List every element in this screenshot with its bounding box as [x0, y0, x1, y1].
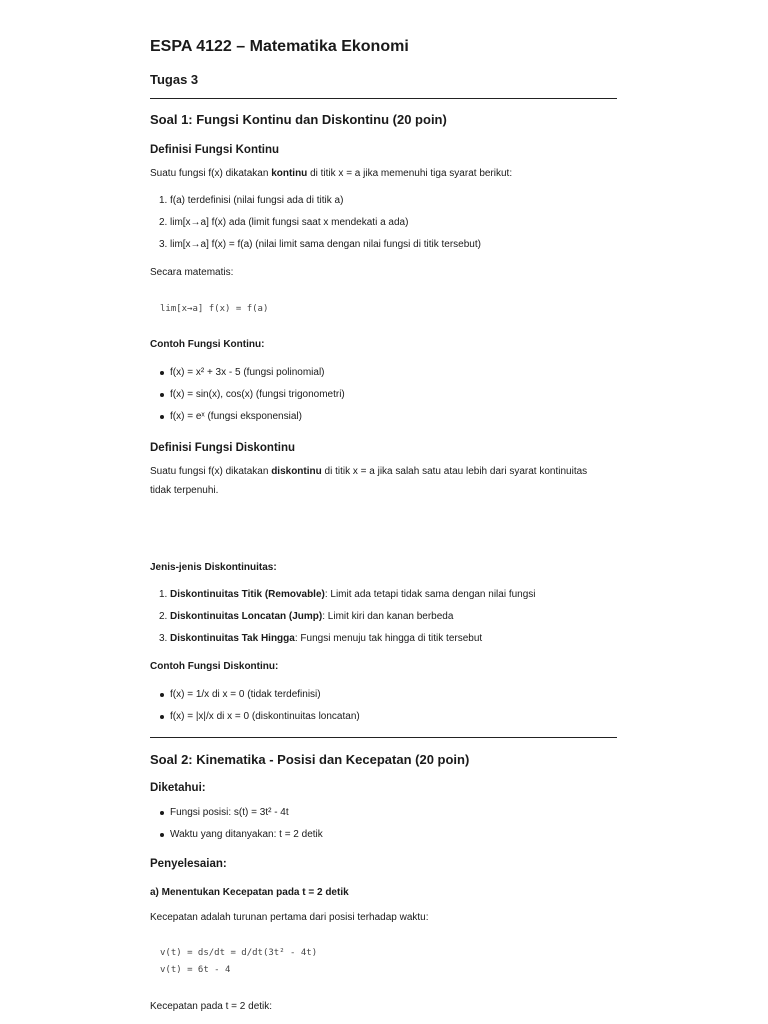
list-item: f(x) = |x|/x di x = 0 (diskontinuitas loncatan): [170, 711, 360, 722]
velocity-code-line-1: v(t) = ds/dt = d/dt(3t² - 4t): [160, 948, 318, 958]
list-item: f(x) = 1/x di x = 0 (tidak terdefinisi): [170, 689, 321, 700]
assignment-title: Tugas 3: [150, 72, 199, 87]
solution-heading: Penyelesaian:: [150, 858, 227, 870]
list-item: 3. lim[x→a] f(x) = f(a) (nilai limit sama dengan nilai fungsi di titik tersebut): [159, 239, 481, 250]
math-label: Secara matematis:: [150, 267, 234, 278]
velocity-code-line-2: v(t) = 6t - 4: [160, 965, 231, 975]
list-item: f(x) = x² + 3x - 5 (fungsi polinomial): [170, 367, 325, 378]
part-a-heading: a) Menentukan Kecepatan pada t = 2 detik: [150, 887, 349, 898]
divider: [150, 737, 617, 738]
soal1-title: Soal 1: Fungsi Kontinu dan Diskontinu (20 poin): [150, 112, 447, 127]
list-item: 1. Diskontinuitas Titik (Removable): Limit ada tetapi tidak sama dengan nilai fungsi: [159, 589, 536, 600]
list-item: 3. Diskontinuitas Tak Hingga: Fungsi menuju tak hingga di titik tersebut: [159, 633, 483, 644]
kontinu-heading: Definisi Fungsi Kontinu: [150, 144, 280, 156]
list-item: Fungsi posisi: s(t) = 3t² - 4t: [170, 807, 289, 818]
list-item: 2. Diskontinuitas Loncatan (Jump): Limit kiri dan kanan berbeda: [159, 611, 454, 622]
list-item: f(x) = eˣ (fungsi eksponensial): [170, 411, 302, 422]
soal2-title: Soal 2: Kinematika - Posisi dan Kecepatan (20 poin): [150, 752, 470, 767]
formula-code: lim[x→a] f(x) = f(a): [160, 304, 269, 314]
list-item: f(x) = sin(x), cos(x) (fungsi trigonometri): [170, 389, 345, 400]
velocity-text: Kecepatan adalah turunan pertama dari posisi terhadap waktu:: [150, 912, 429, 923]
diskontinu-intro-line2: tidak terpenuhi.: [150, 485, 219, 496]
list-item: 2. lim[x→a] f(x) ada (limit fungsi saat x mendekati a ada): [159, 217, 409, 228]
known-heading: Diketahui:: [150, 782, 206, 794]
velocity-at-text: Kecepatan pada t = 2 detik:: [150, 1001, 273, 1012]
course-title: ESPA 4122 – Matematika Ekonomi: [150, 38, 409, 55]
list-item: Waktu yang ditanyakan: t = 2 detik: [170, 829, 323, 840]
kontinu-intro: Suatu fungsi f(x) dikatakan kontinu di titik x = a jika memenuhi tiga syarat berikut:: [150, 168, 513, 179]
divider: [150, 98, 617, 99]
kontinu-examples-heading: Contoh Fungsi Kontinu:: [150, 339, 265, 350]
diskontinu-heading: Definisi Fungsi Diskontinu: [150, 442, 296, 454]
types-heading: Jenis-jenis Diskontinuitas:: [150, 562, 277, 573]
list-item: 1. f(a) terdefinisi (nilai fungsi ada di titik a): [159, 195, 344, 206]
diskontinu-examples-heading: Contoh Fungsi Diskontinu:: [150, 661, 279, 672]
diskontinu-intro: Suatu fungsi f(x) dikatakan diskontinu di titik x = a jika salah satu atau lebih dari syarat kontinuitas: [150, 466, 588, 477]
